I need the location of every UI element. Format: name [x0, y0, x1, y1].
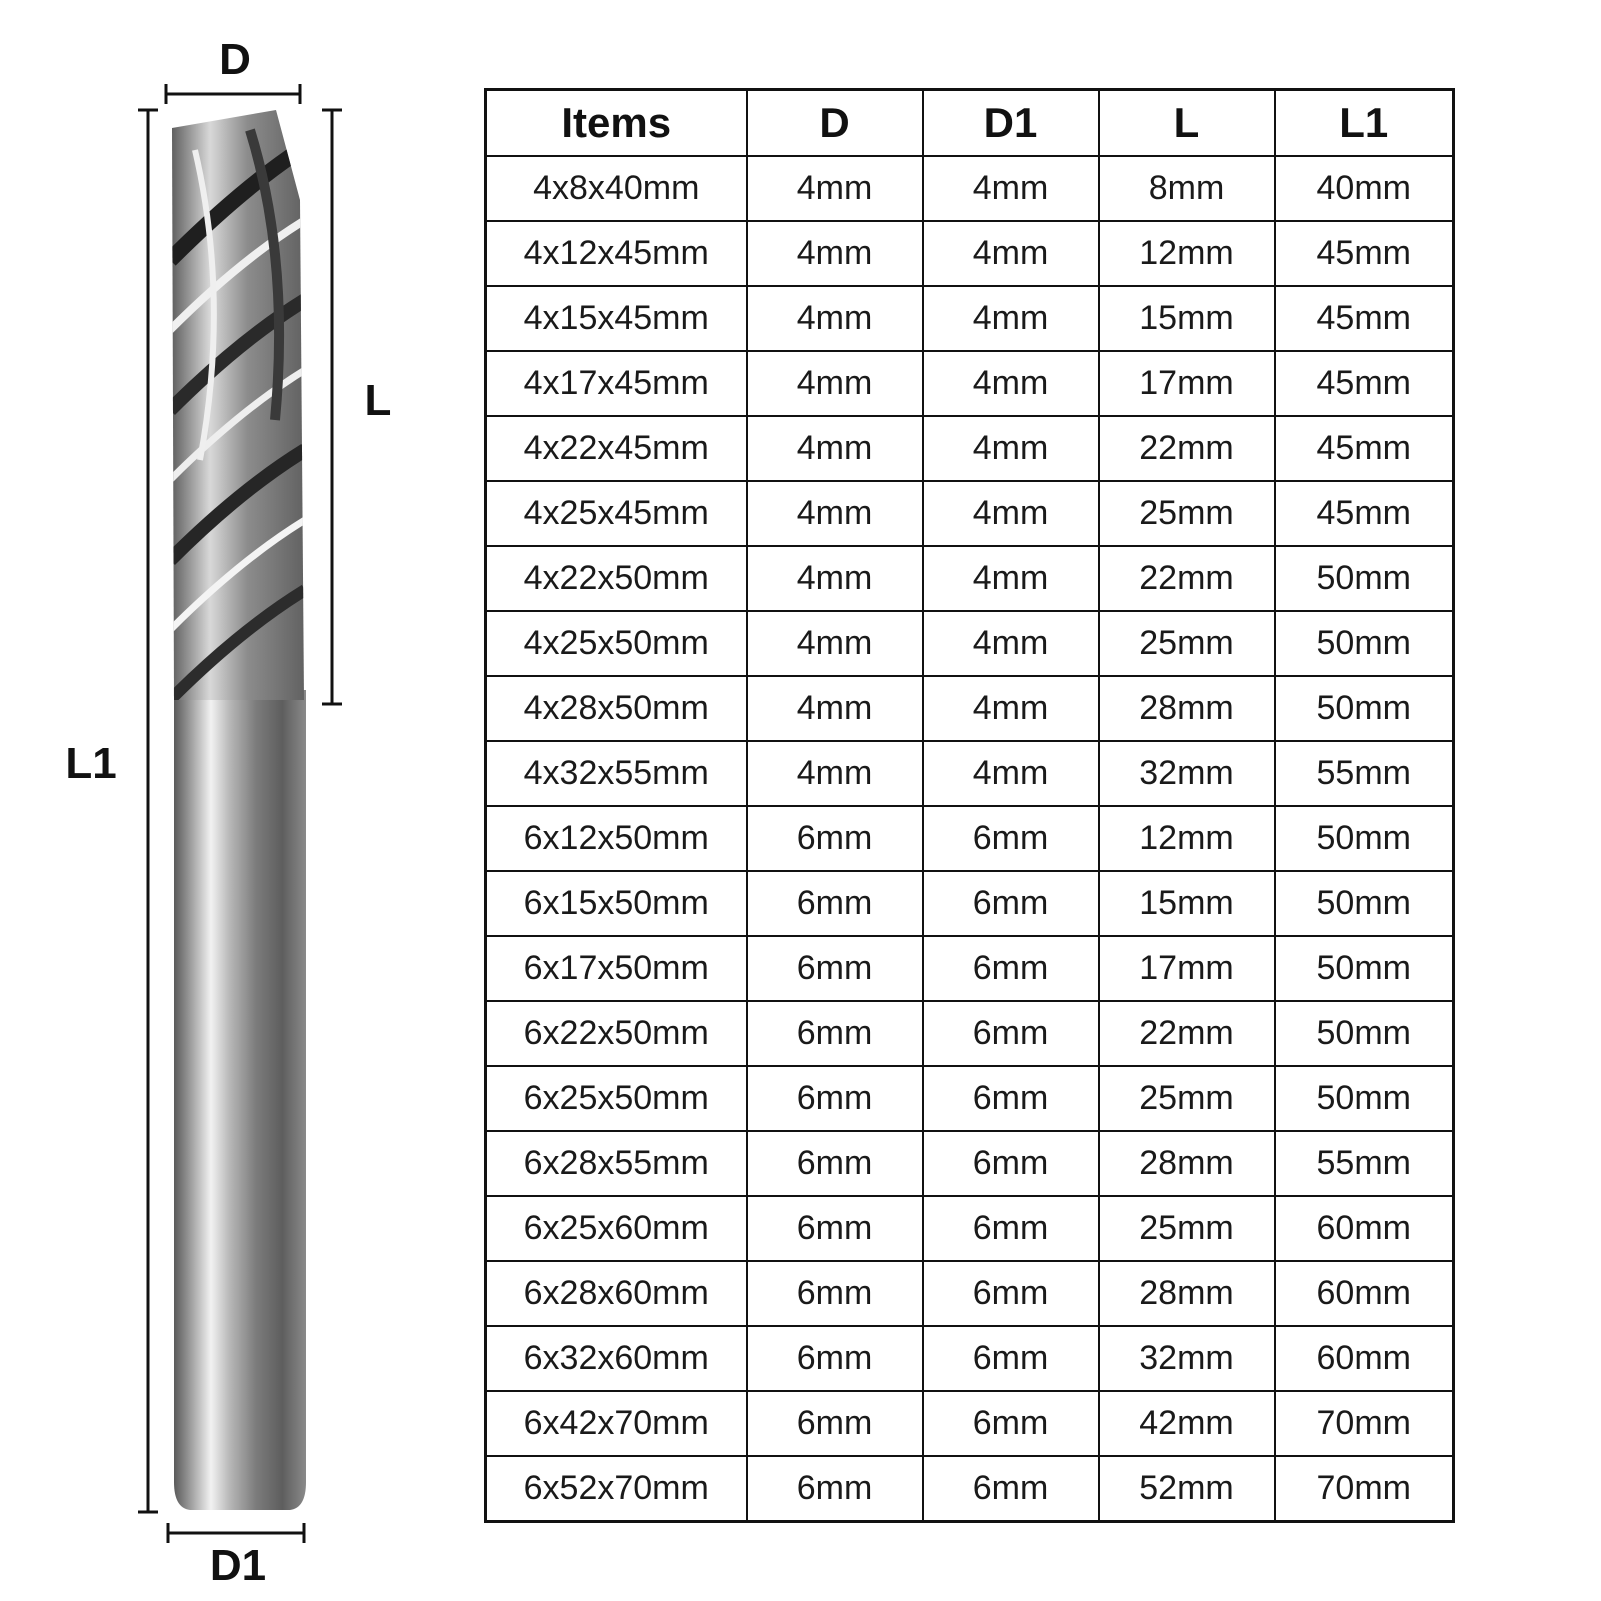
cell-l: 15mm [1099, 286, 1275, 351]
cell-d: 4mm [747, 221, 923, 286]
header-d1: D1 [923, 90, 1099, 157]
header-d: D [747, 90, 923, 157]
cell-l: 12mm [1099, 806, 1275, 871]
cell-l1: 50mm [1275, 1066, 1454, 1131]
cell-d: 6mm [747, 1131, 923, 1196]
cell-l1: 50mm [1275, 676, 1454, 741]
cell-d: 4mm [747, 481, 923, 546]
table-row [486, 1001, 1454, 1066]
cell-l: 22mm [1099, 1001, 1275, 1066]
cell-d: 6mm [747, 871, 923, 936]
cell-l1: 55mm [1275, 1131, 1454, 1196]
label-d: D [219, 35, 251, 84]
cell-d: 6mm [747, 1066, 923, 1131]
cell-items: 4x28x50mm [486, 676, 747, 741]
cell-d1: 4mm [923, 221, 1099, 286]
cell-d: 4mm [747, 286, 923, 351]
cell-l1: 70mm [1275, 1391, 1454, 1456]
cell-d1: 6mm [923, 1001, 1099, 1066]
cell-d1: 6mm [923, 1196, 1099, 1261]
cell-items: 6x32x60mm [486, 1326, 747, 1391]
cell-items: 6x22x50mm [486, 1001, 747, 1066]
cell-l1: 50mm [1275, 871, 1454, 936]
cell-d1: 4mm [923, 546, 1099, 611]
table-row [486, 676, 1454, 741]
cell-d: 6mm [747, 1196, 923, 1261]
cell-l1: 45mm [1275, 286, 1454, 351]
cell-l1: 50mm [1275, 611, 1454, 676]
table-row [486, 1456, 1454, 1522]
cell-items: 6x28x55mm [486, 1131, 747, 1196]
cell-l1: 45mm [1275, 416, 1454, 481]
cell-items: 4x32x55mm [486, 741, 747, 806]
table-row [486, 416, 1454, 481]
cell-items: 6x17x50mm [486, 936, 747, 1001]
cell-l1: 70mm [1275, 1456, 1454, 1522]
cell-l1: 50mm [1275, 936, 1454, 1001]
table-row [486, 1196, 1454, 1261]
cell-d: 6mm [747, 806, 923, 871]
cell-l: 42mm [1099, 1391, 1275, 1456]
table-row [486, 481, 1454, 546]
table-row [486, 1391, 1454, 1456]
spec-table [484, 88, 1455, 1523]
cell-items: 6x15x50mm [486, 871, 747, 936]
cell-items: 4x25x50mm [486, 611, 747, 676]
table-row [486, 936, 1454, 1001]
cell-items: 4x22x50mm [486, 546, 747, 611]
table-row [486, 806, 1454, 871]
cell-d1: 4mm [923, 351, 1099, 416]
cell-d1: 4mm [923, 156, 1099, 221]
cell-l: 22mm [1099, 416, 1275, 481]
label-d1: D1 [209, 1541, 267, 1590]
cell-l: 25mm [1099, 611, 1275, 676]
table-header-row [486, 90, 1454, 157]
label-l1: L1 [65, 739, 117, 788]
cell-d1: 4mm [923, 481, 1099, 546]
cell-l1: 60mm [1275, 1196, 1454, 1261]
cell-l: 25mm [1099, 1066, 1275, 1131]
table-row [486, 1261, 1454, 1326]
cell-d1: 6mm [923, 1066, 1099, 1131]
cell-items: 4x22x45mm [486, 416, 747, 481]
cell-l1: 50mm [1275, 806, 1454, 871]
tool-flutes [165, 100, 315, 710]
header-l1: L1 [1275, 90, 1454, 157]
cell-l: 28mm [1099, 1261, 1275, 1326]
cell-d1: 6mm [923, 1391, 1099, 1456]
cell-items: 6x42x70mm [486, 1391, 747, 1456]
cell-l: 22mm [1099, 546, 1275, 611]
cell-items: 4x8x40mm [486, 156, 747, 221]
cell-d: 6mm [747, 1326, 923, 1391]
dimension-d [166, 35, 300, 104]
cell-items: 6x28x60mm [486, 1261, 747, 1326]
cell-d: 4mm [747, 741, 923, 806]
cell-d1: 6mm [923, 1131, 1099, 1196]
cell-l1: 45mm [1275, 351, 1454, 416]
cell-l: 17mm [1099, 351, 1275, 416]
table-row [486, 546, 1454, 611]
dimension-l [322, 110, 391, 704]
cell-d1: 6mm [923, 1261, 1099, 1326]
table-row [486, 1131, 1454, 1196]
cell-d1: 4mm [923, 416, 1099, 481]
cell-l: 12mm [1099, 221, 1275, 286]
cell-items: 4x15x45mm [486, 286, 747, 351]
cell-d1: 4mm [923, 741, 1099, 806]
cell-items: 4x25x45mm [486, 481, 747, 546]
cell-l: 32mm [1099, 1326, 1275, 1391]
table-row [486, 1326, 1454, 1391]
cell-l: 17mm [1099, 936, 1275, 1001]
cell-d: 4mm [747, 351, 923, 416]
dimension-d1 [168, 1523, 304, 1590]
cell-d1: 6mm [923, 1456, 1099, 1522]
cell-d1: 6mm [923, 1326, 1099, 1391]
cell-d1: 4mm [923, 286, 1099, 351]
cell-l: 25mm [1099, 1196, 1275, 1261]
cell-d: 6mm [747, 1261, 923, 1326]
cell-d: 4mm [747, 416, 923, 481]
cell-l1: 55mm [1275, 741, 1454, 806]
end-mill-diagram [0, 0, 440, 1601]
cell-l: 25mm [1099, 481, 1275, 546]
cell-l: 28mm [1099, 1131, 1275, 1196]
cell-d1: 6mm [923, 871, 1099, 936]
cell-l1: 40mm [1275, 156, 1454, 221]
cell-l: 28mm [1099, 676, 1275, 741]
cell-d: 4mm [747, 676, 923, 741]
cell-d1: 4mm [923, 611, 1099, 676]
header-items: Items [486, 90, 747, 157]
table-row [486, 741, 1454, 806]
cell-l: 32mm [1099, 741, 1275, 806]
cell-d: 6mm [747, 1001, 923, 1066]
cell-d1: 4mm [923, 676, 1099, 741]
cell-items: 6x52x70mm [486, 1456, 747, 1522]
cell-items: 4x12x45mm [486, 221, 747, 286]
cell-d1: 6mm [923, 936, 1099, 1001]
table-row [486, 871, 1454, 936]
cell-l1: 60mm [1275, 1326, 1454, 1391]
cell-items: 6x12x50mm [486, 806, 747, 871]
cell-l: 52mm [1099, 1456, 1275, 1522]
table-row [486, 156, 1454, 221]
cell-l: 15mm [1099, 871, 1275, 936]
cell-d: 4mm [747, 546, 923, 611]
table-row [486, 286, 1454, 351]
label-l: L [364, 376, 392, 425]
cell-items: 4x17x45mm [486, 351, 747, 416]
table-row [486, 221, 1454, 286]
cell-l1: 50mm [1275, 546, 1454, 611]
cell-d: 6mm [747, 1456, 923, 1522]
header-l: L [1099, 90, 1275, 157]
cell-d1: 6mm [923, 806, 1099, 871]
table-row [486, 1066, 1454, 1131]
cell-d: 6mm [747, 1391, 923, 1456]
cell-items: 6x25x50mm [486, 1066, 747, 1131]
cell-l1: 50mm [1275, 1001, 1454, 1066]
cell-l1: 60mm [1275, 1261, 1454, 1326]
table-row [486, 611, 1454, 676]
tool-shank [174, 690, 306, 1510]
cell-d: 4mm [747, 611, 923, 676]
table-row [486, 351, 1454, 416]
cell-l1: 45mm [1275, 481, 1454, 546]
cell-d: 4mm [747, 156, 923, 221]
cell-d: 6mm [747, 936, 923, 1001]
cell-l: 8mm [1099, 156, 1275, 221]
cell-items: 6x25x60mm [486, 1196, 747, 1261]
cell-l1: 45mm [1275, 221, 1454, 286]
dimension-l1 [65, 110, 158, 1512]
